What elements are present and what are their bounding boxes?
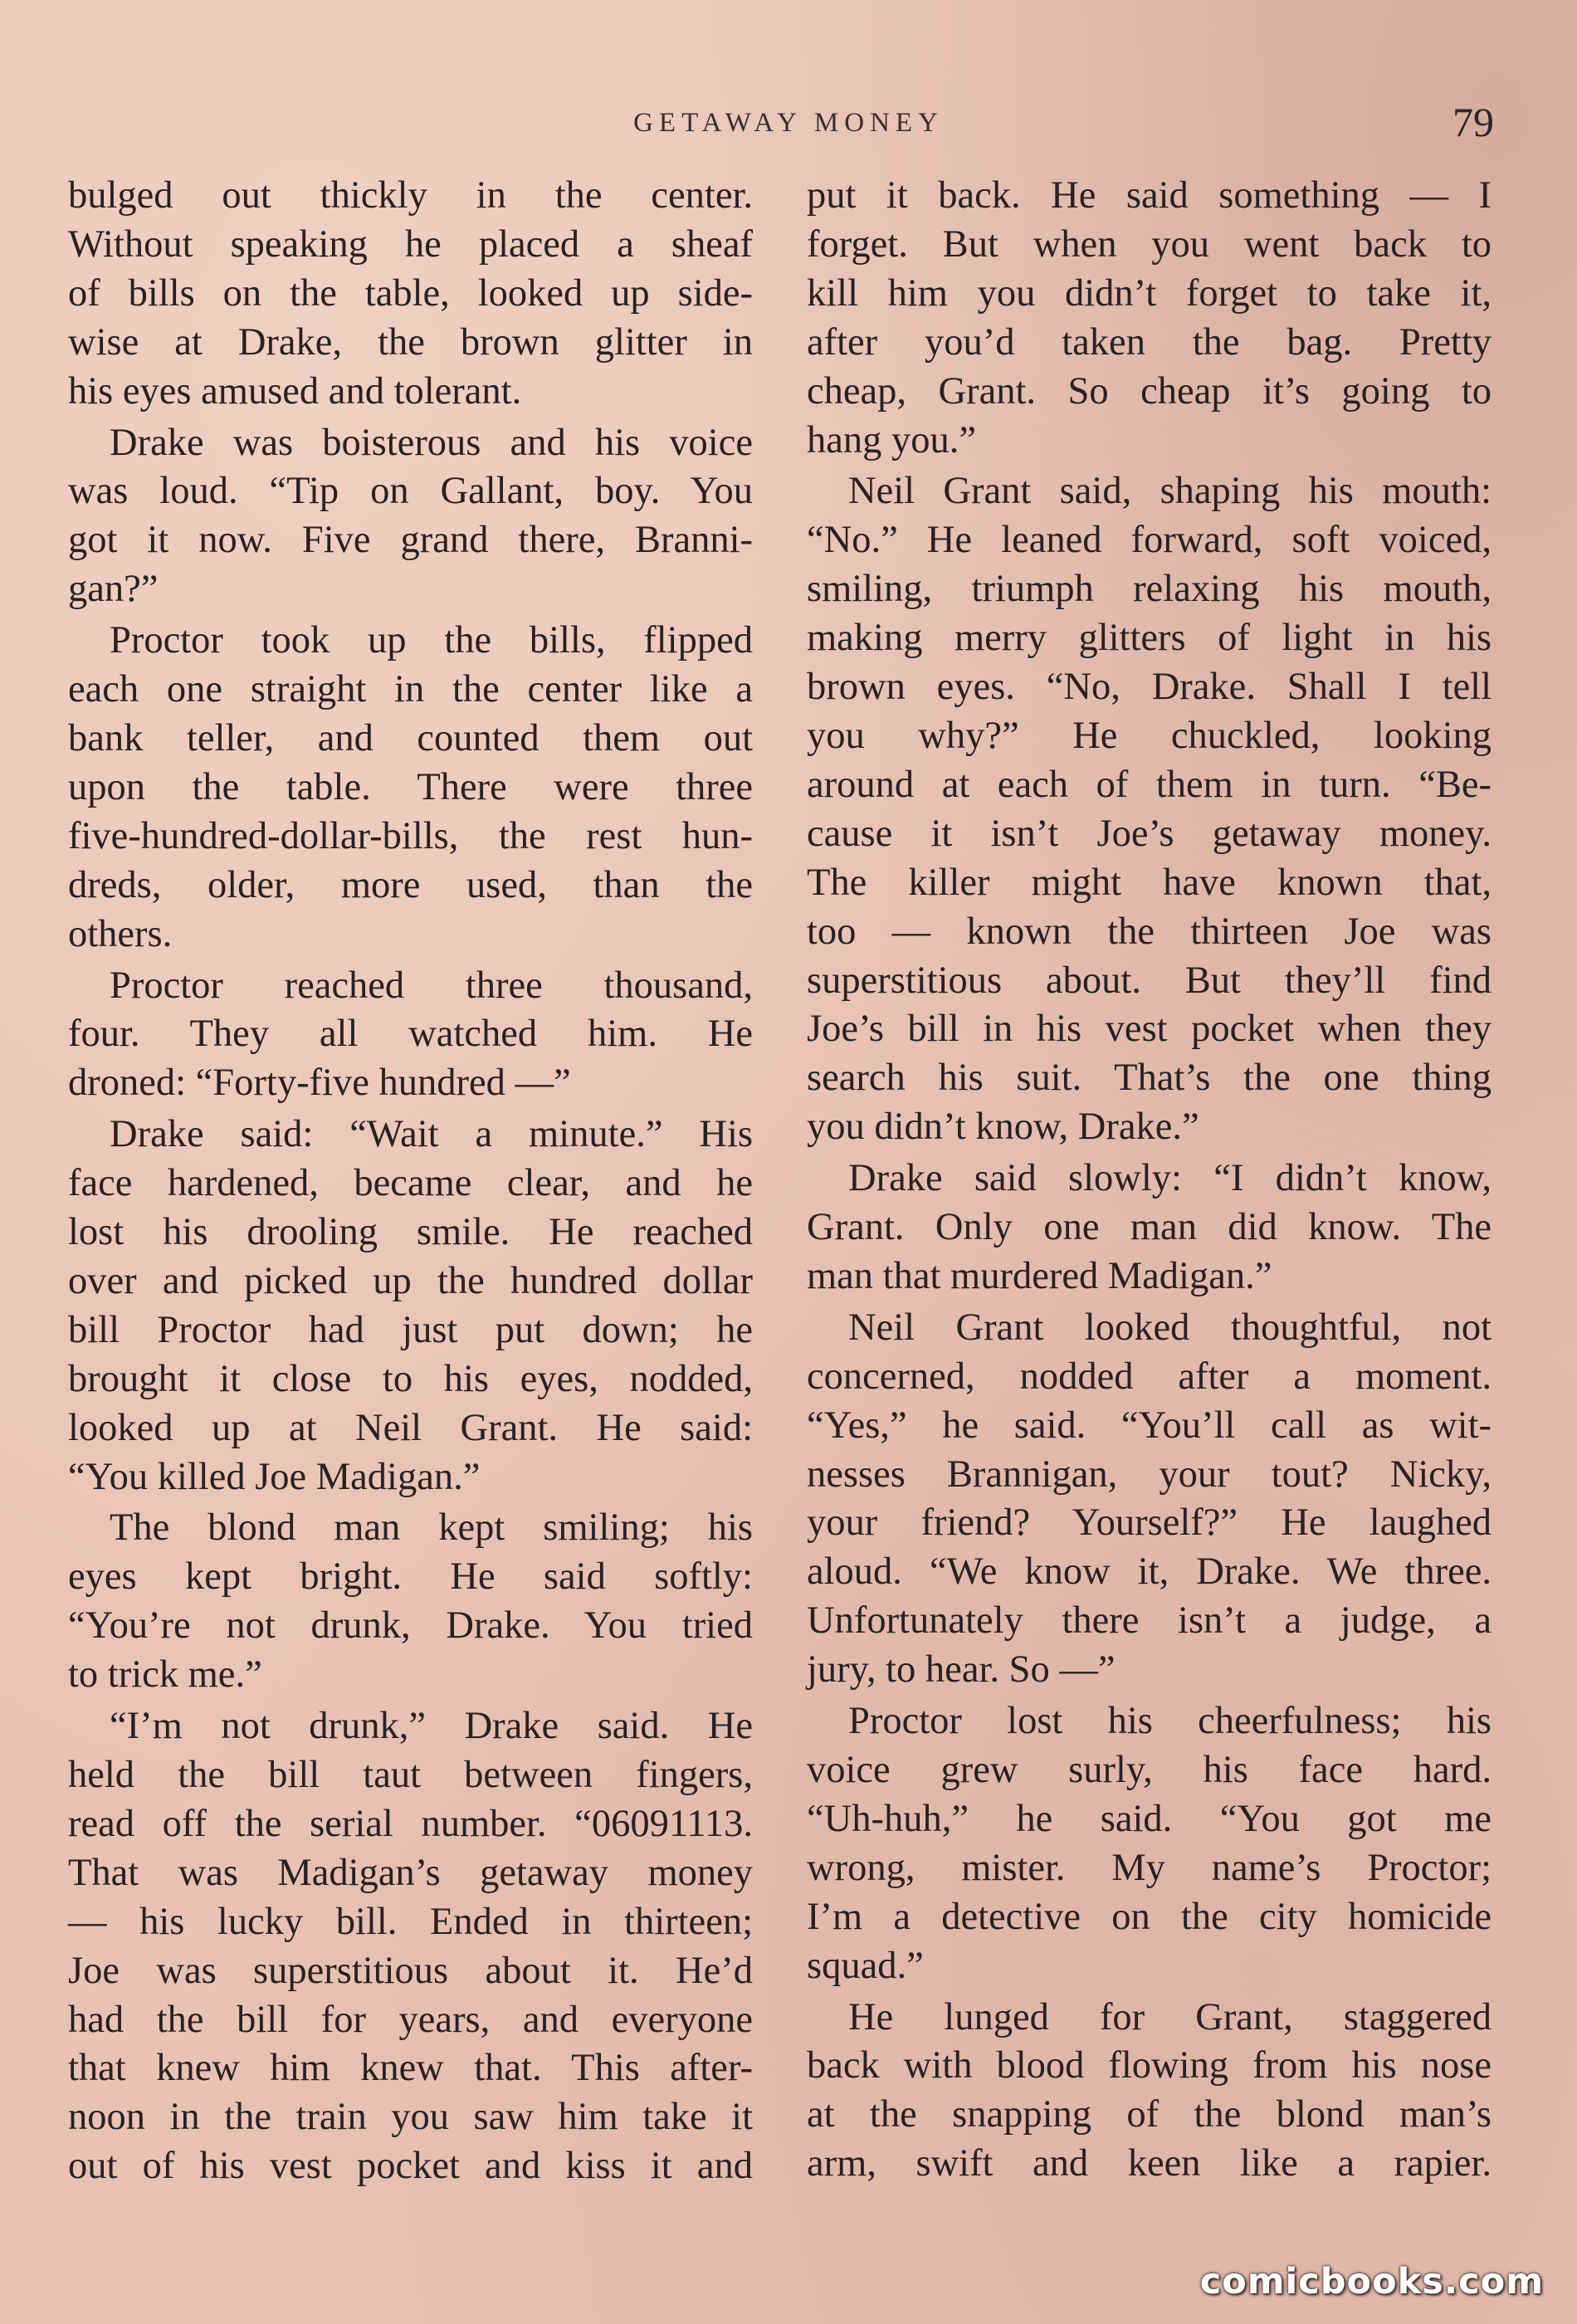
text-line: aloud. “We know it, Drake. We three. xyxy=(807,1550,1492,1594)
text-line: face hardened, became clear, and he xyxy=(68,1162,753,1205)
text-line: around at each of them in turn. “Be- xyxy=(807,763,1492,806)
text-line: “You killed Joe Madigan.” xyxy=(68,1455,481,1498)
text-line: Drake said slowly: “I didn’t know, xyxy=(848,1157,1492,1200)
text-line: “Uh-huh,” he said. “You got me xyxy=(807,1797,1492,1840)
text-line: hang you.” xyxy=(807,418,977,461)
text-line: Drake was boisterous and his voice xyxy=(110,421,753,464)
text-line: I’m a detective on the city homicide xyxy=(807,1895,1492,1938)
running-head: GETAWAY MONEY xyxy=(633,108,944,138)
right-text-column xyxy=(807,172,1492,2189)
text-line: five-hundred-dollar-bills, the rest hun- xyxy=(68,814,753,857)
text-line: Neil Grant said, shaping his mouth: xyxy=(848,470,1492,513)
text-line: you why?” He chuckled, looking xyxy=(807,714,1492,757)
text-line: bulged out thickly in the center. xyxy=(68,174,753,217)
text-line: got it now. Five grand there, Branni- xyxy=(68,519,753,562)
text-line: cheap, Grant. So cheap it’s going to xyxy=(807,369,1492,413)
text-line: That was Madigan’s getaway money xyxy=(68,1851,753,1894)
text-line: looked up at Neil Grant. He said: xyxy=(68,1406,753,1449)
text-line: eyes kept bright. He said softly: xyxy=(68,1555,753,1599)
text-line: jury, to hear. So —” xyxy=(807,1648,1116,1692)
text-line: nesses Brannigan, your tout? Nicky, xyxy=(807,1452,1492,1496)
text-line: man that murdered Madigan.” xyxy=(807,1254,1272,1297)
text-line: brown eyes. “No, Drake. Shall I tell xyxy=(807,666,1492,709)
text-line: Proctor took up the bills, flipped xyxy=(110,619,753,662)
text-line: kill him you didn’t forget to take it, xyxy=(807,271,1492,315)
text-line: others. xyxy=(68,912,173,955)
text-line: “Yes,” he said. “You’ll call as wit- xyxy=(807,1404,1492,1447)
text-line: making merry glitters of light in his xyxy=(807,617,1492,660)
text-line: upon the table. There were three xyxy=(68,765,753,808)
text-line: cause it isn’t Joe’s getaway money. xyxy=(807,812,1492,855)
page-number: 79 xyxy=(1452,99,1494,145)
text-line: too — known the thirteen Joe was xyxy=(807,910,1492,953)
text-line: bank teller, and counted them out xyxy=(68,716,753,759)
text-line: of bills on the table, looked up side- xyxy=(68,271,753,315)
left-text-column xyxy=(68,172,753,2191)
text-line: wrong, mister. My name’s Proctor; xyxy=(807,1846,1492,1889)
text-line: held the bill taut between fingers, xyxy=(68,1754,753,1796)
text-line: over and picked up the hundred dollar xyxy=(68,1259,753,1302)
text-line: Neil Grant looked thoughtful, not xyxy=(848,1306,1492,1349)
text-line: The blond man kept smiling; his xyxy=(110,1506,753,1550)
text-line: Without speaking he placed a sheaf xyxy=(68,222,753,266)
text-line: brought it close to his eyes, nodded, xyxy=(68,1357,753,1400)
text-line: superstitious about. But they’ll find xyxy=(807,959,1492,1002)
text-line: “No.” He leaned forward, soft voiced, xyxy=(807,519,1492,562)
text-line: He lunged for Grant, staggered xyxy=(848,1995,1492,2038)
text-line: after you’d taken the bag. Pretty xyxy=(807,320,1492,364)
text-line: out of his vest pocket and kiss it and xyxy=(68,2145,753,2188)
text-line: noon in the train you saw him take it xyxy=(68,2096,753,2139)
text-line: concerned, nodded after a moment. xyxy=(807,1355,1492,1398)
text-line: “You’re not drunk, Drake. You tried xyxy=(68,1604,753,1648)
text-line: droned: “Forty-five hundred —” xyxy=(68,1062,571,1105)
text-line: Grant. Only one man did know. The xyxy=(807,1206,1492,1249)
text-line: four. They all watched him. He xyxy=(68,1013,753,1056)
text-line: each one straight in the center like a xyxy=(68,668,753,711)
text-line: his eyes amused and tolerant. xyxy=(68,369,522,413)
text-line: Unfortunately there isn’t a judge, a xyxy=(807,1599,1492,1643)
text-line: “I’m not drunk,” Drake said. He xyxy=(110,1705,753,1748)
text-line: Joe was superstitious about it. He’d xyxy=(68,1949,753,1992)
text-line: forget. But when you went back to xyxy=(807,222,1492,266)
text-line: back with blood flowing from his nose xyxy=(807,2044,1492,2087)
text-line: was loud. “Tip on Gallant, boy. You xyxy=(68,470,753,513)
text-line: Proctor reached three thousand, xyxy=(110,964,753,1007)
text-line: at the snapping of the blond man’s xyxy=(807,2093,1492,2136)
text-line: Joe’s bill in his vest pocket when they xyxy=(807,1008,1492,1051)
text-line: The killer might have known that, xyxy=(807,861,1492,904)
text-line: Drake said: “Wait a minute.” His xyxy=(110,1113,753,1156)
text-line: wise at Drake, the brown glitter in xyxy=(68,320,753,364)
text-line: — his lucky bill. Ended in thirteen; xyxy=(68,1900,753,1943)
text-line: bill Proctor had just put down; he xyxy=(68,1308,753,1351)
text-line: that knew him knew that. This after- xyxy=(68,2047,753,2090)
text-line: Proctor lost his cheerfulness; his xyxy=(848,1700,1492,1743)
text-line: lost his drooling smile. He reached xyxy=(68,1211,753,1254)
text-line: you didn’t know, Drake.” xyxy=(807,1106,1199,1149)
text-line: squad.” xyxy=(807,1944,924,1987)
text-line: had the bill for years, and everyone xyxy=(68,1998,753,2041)
text-line: gan?” xyxy=(68,568,159,611)
text-line: arm, swift and keen like a rapier. xyxy=(807,2142,1492,2185)
site-watermark: comicbooks.com xyxy=(1199,2261,1544,2302)
text-line: dreds, older, more used, than the xyxy=(68,863,753,906)
text-line: put it back. He said something — I xyxy=(807,174,1492,217)
text-line: search his suit. That’s the one thing xyxy=(807,1057,1492,1100)
text-line: smiling, triumph relaxing his mouth, xyxy=(807,568,1492,611)
text-line: voice grew surly, his face hard. xyxy=(807,1749,1492,1791)
text-line: read off the serial number. “06091113. xyxy=(68,1802,753,1845)
text-line: your friend? Yourself?” He laughed xyxy=(807,1501,1492,1545)
text-line: to trick me.” xyxy=(68,1653,262,1697)
